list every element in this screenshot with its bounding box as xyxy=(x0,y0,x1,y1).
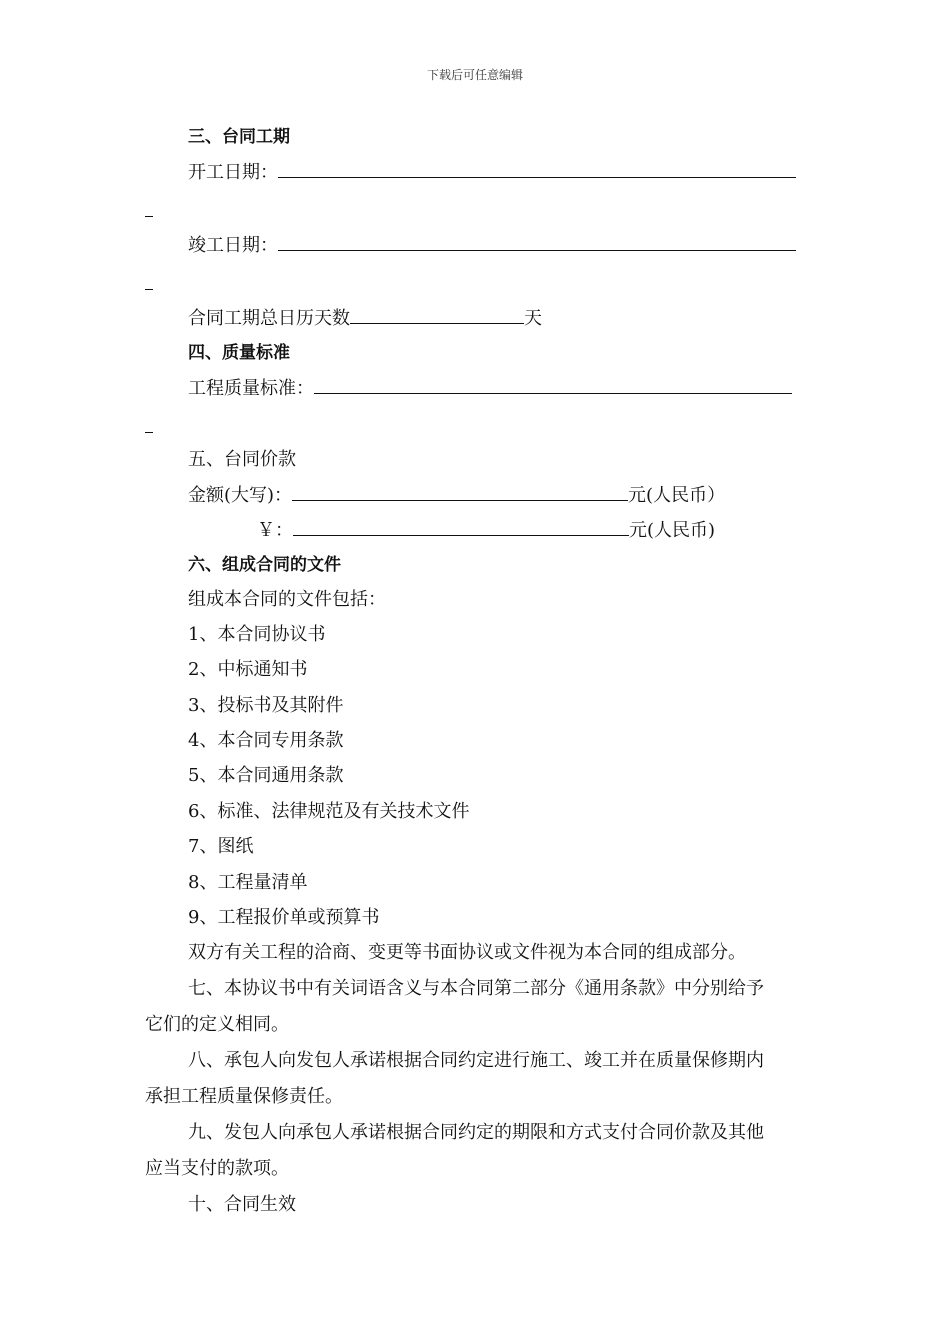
quality-field[interactable] xyxy=(314,375,792,394)
start-date-row xyxy=(188,159,796,185)
continuation-dash xyxy=(145,432,153,433)
clause-7-line1: 七、本协议书中有关词语含义与本合同第二部分《通用条款》中分别给予 xyxy=(188,978,764,999)
total-days-row xyxy=(188,305,542,331)
yen-unit: 元(人民币) xyxy=(629,520,716,541)
end-date-label: 竣工日期： xyxy=(188,235,278,256)
quality-label: 工程质量标准： xyxy=(188,378,314,399)
section-10-title: 十、合同生效 xyxy=(188,1194,296,1215)
page-header: 下载后可任意编辑 xyxy=(426,68,523,82)
total-days-label: 合同工期总日历天数 xyxy=(188,308,350,329)
clause-9-line1: 九、发包人向承包人承诺根据合同约定的期限和方式支付合同价款及其他 xyxy=(188,1122,764,1143)
end-date-field[interactable] xyxy=(278,232,796,251)
document-item: 5、本合同通用条款 xyxy=(188,765,344,786)
yen-field[interactable] xyxy=(293,517,629,536)
clause-9-line2: 应当支付的款项。 xyxy=(145,1158,289,1179)
amount-label: 金额(大写)： xyxy=(188,485,293,506)
yen-label: ￥： xyxy=(257,520,293,541)
section-5-title: 五、台同价款 xyxy=(188,449,296,470)
document-item: 3、投标书及其附件 xyxy=(188,695,344,716)
amount-unit: 元(人民币） xyxy=(628,485,726,506)
total-days-unit: 天 xyxy=(524,308,542,329)
clause-8-line2: 承担工程质量保修责任。 xyxy=(145,1086,343,1107)
document-item: 2、中标通知书 xyxy=(188,659,308,680)
end-date-row xyxy=(188,232,796,258)
yen-row xyxy=(257,517,715,543)
quality-row xyxy=(188,375,792,401)
clause-8-line1: 八、承包人向发包人承诺根据合同约定进行施工、竣工并在质量保修期内 xyxy=(188,1050,764,1071)
clause-7-line2: 它们的定义相同。 xyxy=(145,1014,289,1035)
continuation-dash xyxy=(145,216,153,217)
start-date-label: 开工日期： xyxy=(188,162,278,183)
section-4-title: 四、质量标准 xyxy=(188,343,290,363)
documents-intro: 组成本合同的文件包括： xyxy=(188,589,386,610)
amount-row xyxy=(188,482,725,508)
document-item: 4、本合同专用条款 xyxy=(188,730,344,751)
document-item: 9、工程报价单或预算书 xyxy=(188,907,380,928)
document-item: 1、本合同协议书 xyxy=(188,624,326,645)
section-3-title: 三、台同工期 xyxy=(188,127,290,147)
document-item: 6、标准、法律规范及有关技术文件 xyxy=(188,801,470,822)
continuation-dash xyxy=(145,289,153,290)
documents-note: 双方有关工程的洽商、变更等书面协议或文件视为本合同的组成部分。 xyxy=(188,942,746,963)
start-date-field[interactable] xyxy=(278,159,796,178)
document-item: 8、工程量清单 xyxy=(188,872,308,893)
document-item: 7、图纸 xyxy=(188,836,254,857)
total-days-field[interactable] xyxy=(350,305,524,324)
amount-field[interactable] xyxy=(292,482,628,501)
section-6-title: 六、组成合同的文件 xyxy=(188,555,341,575)
